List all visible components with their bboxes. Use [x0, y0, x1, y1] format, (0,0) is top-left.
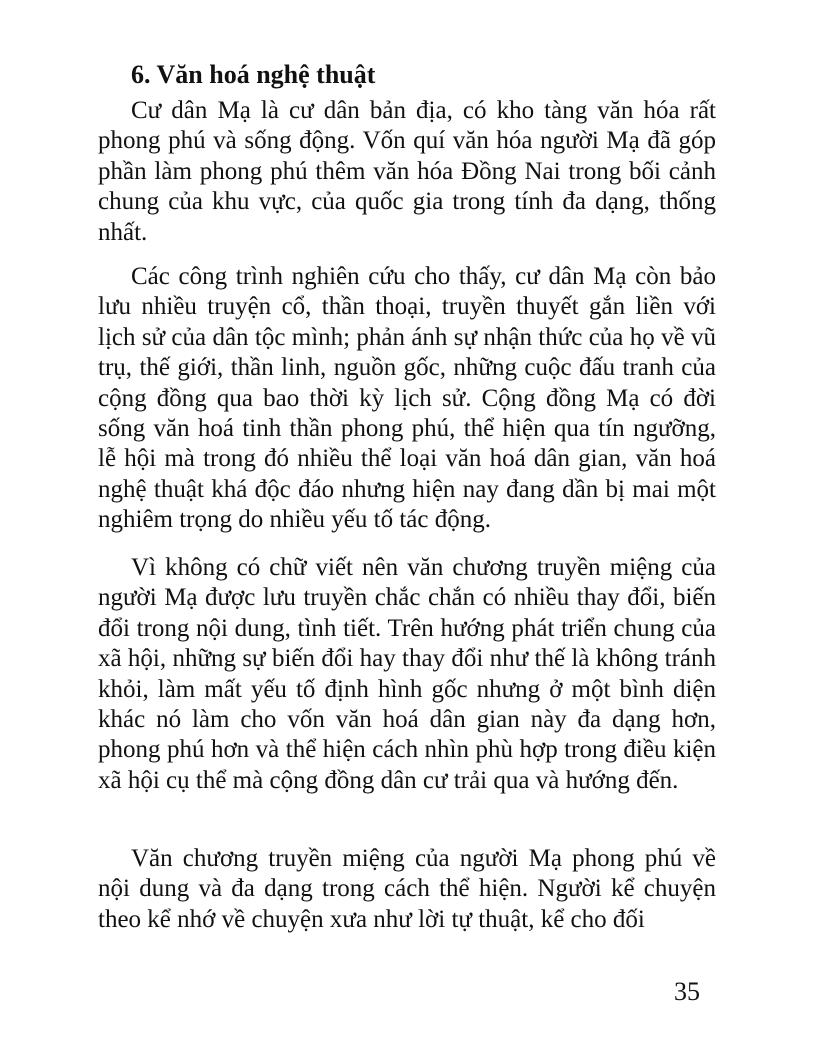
paragraph-2: Các công trình nghiên cứu cho thấy, cư dân Mạ còn bảo lưu nhiều truyện cổ, thần thoại, truyền thuyết gắn liền với lịch sử của dân tộc mình; phản ánh sự nhận thức của họ về vũ trụ, thế giới, thần linh, nguồn gốc, những cuộc đấu tranh của cộng đồng qua bao thời kỳ lịch sử. Cộng đồng Mạ có đời sống văn hoá tinh thần phong phú, thể hiện qua tín ngưỡng, lễ hội mà trong đó nhiều thể loại văn hoá dân gian, văn hoá nghệ thuật khá độc đáo nhưng hiện nay đang dần bị mai một nghiêm trọng do nhiều yếu tố tác động.: [98, 263, 716, 534]
paragraph-1: Cư dân Mạ là cư dân bản địa, có kho tàng văn hóa rất phong phú và sống động. Vốn quí văn hóa người Mạ đã góp phần làm phong phú thêm văn hóa Đồng Nai trong bối cảnh chung của khu vực, của quốc gia trong tính đa dạng, thống nhất.: [98, 97, 716, 246]
paragraph-3: Vì không có chữ viết nên văn chương truyền miệng của người Mạ được lưu truyền chắc chắn có nhiều thay đổi, biến đổi trong nội dung, tình tiết. Trên hướng phát triển chung của xã hội, những sự biến đổi hay thay đổi như thế là không tránh khỏi, làm mất yếu tố định hình gốc nhưng ở một bình diện khác nó làm cho vốn văn hoá dân gian này đa dạng hơn, phong phú hơn và thể hiện cách nhìn phù hợp trong điều kiện xã hội cụ thể mà cộng đồng dân cư trải qua và hướng đến.: [98, 554, 716, 794]
page-number: 35: [674, 977, 700, 1006]
paragraph-4: Văn chương truyền miệng của người Mạ phong phú về nội dung và đa dạng trong cách thể hiện. Người kể chuyện theo kể nhớ về chuyện xưa như lời tự thuật, kể cho đối: [98, 845, 716, 933]
section-heading: 6. Văn hoá nghệ thuật: [131, 60, 376, 89]
